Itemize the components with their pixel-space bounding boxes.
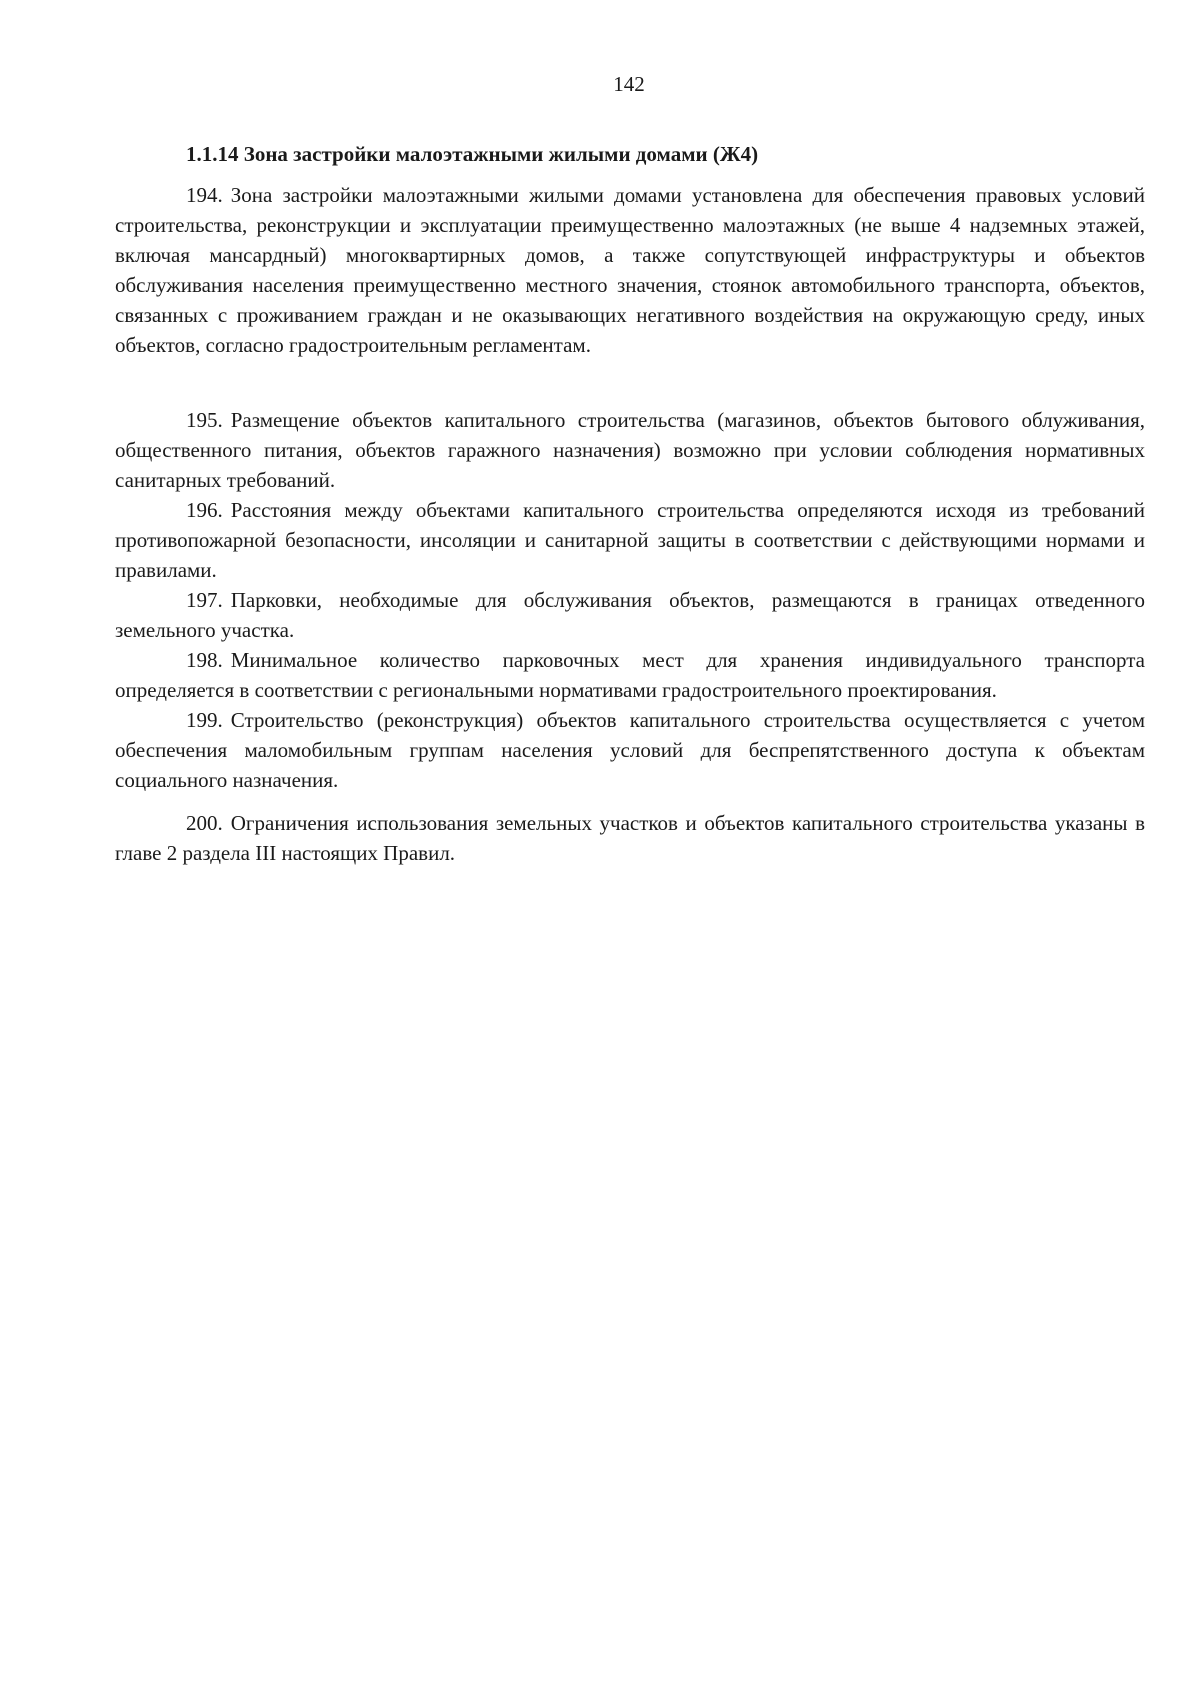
paragraph-194	[115, 180, 1145, 360]
paragraph-number: 200.	[186, 811, 223, 835]
paragraph-196	[115, 495, 1145, 585]
paragraph-text: Размещение объектов капитального строительства (магазинов, объектов бытового облуживания, общественного питания, объектов гаражного назначения) возможно при условии соблюдения нормативных санитарных требований.	[115, 408, 1145, 492]
paragraph-text: Парковки, необходимые для обслуживания объектов, размещаются в границах отведенного земельного участка.	[115, 588, 1145, 642]
paragraph-number: 197.	[186, 588, 223, 612]
paragraph-195	[115, 405, 1145, 495]
paragraph-number: 199.	[186, 708, 223, 732]
paragraph-text: Минимальное количество парковочных мест для хранения индивидуального транспорта определяется в соответствии с региональными нормативами градостроительного проектирования.	[115, 648, 1145, 702]
paragraph-text: Зона застройки малоэтажными жилыми домами установлена для обеспечения правовых условий строительства, реконструкции и эксплуатации преимущественно малоэтажных (не выше 4 надземных этажей, включая мансардный) многоквартирных домов, а также сопутствующей инфраструктуры и объектов обслуживания населения преимущественно местного значения, стоянок автомобильного транспорта, объектов, связанных с проживанием граждан и не оказывающих негативного воздействия на окружающую среду, иных объектов, согласно градостроительным регламентам.	[115, 183, 1145, 357]
paragraph-number: 196.	[186, 498, 223, 522]
paragraph-197	[115, 585, 1145, 645]
paragraph-text: Расстояния между объектами капитального строительства определяются исходя из требований противопожарной безопасности, инсоляции и санитарной защиты в соответствии с действующими нормами и правилами.	[115, 498, 1145, 582]
paragraphs-block-2	[115, 405, 1145, 868]
paragraph-number: 198.	[186, 648, 223, 672]
page-number: 142	[613, 72, 645, 96]
section-title: 1.1.14 Зона застройки малоэтажными жилыми домами (Ж4)	[186, 142, 759, 166]
paragraph-number: 194.	[186, 183, 223, 207]
paragraph-198	[115, 645, 1145, 705]
paragraphs-block-1	[115, 180, 1145, 360]
paragraph-text: Строительство (реконструкция) объектов капитального строительства осуществляется с учетом обеспечения маломобильным группам населения условий для беспрепятственного доступа к объектам социального назначения.	[115, 708, 1145, 792]
paragraph-200	[115, 808, 1145, 868]
paragraph-199	[115, 705, 1145, 795]
paragraph-text: Ограничения использования земельных участков и объектов капитального строительства указаны в главе 2 раздела III настоящих Правил.	[115, 811, 1145, 865]
paragraph-number: 195.	[186, 408, 223, 432]
